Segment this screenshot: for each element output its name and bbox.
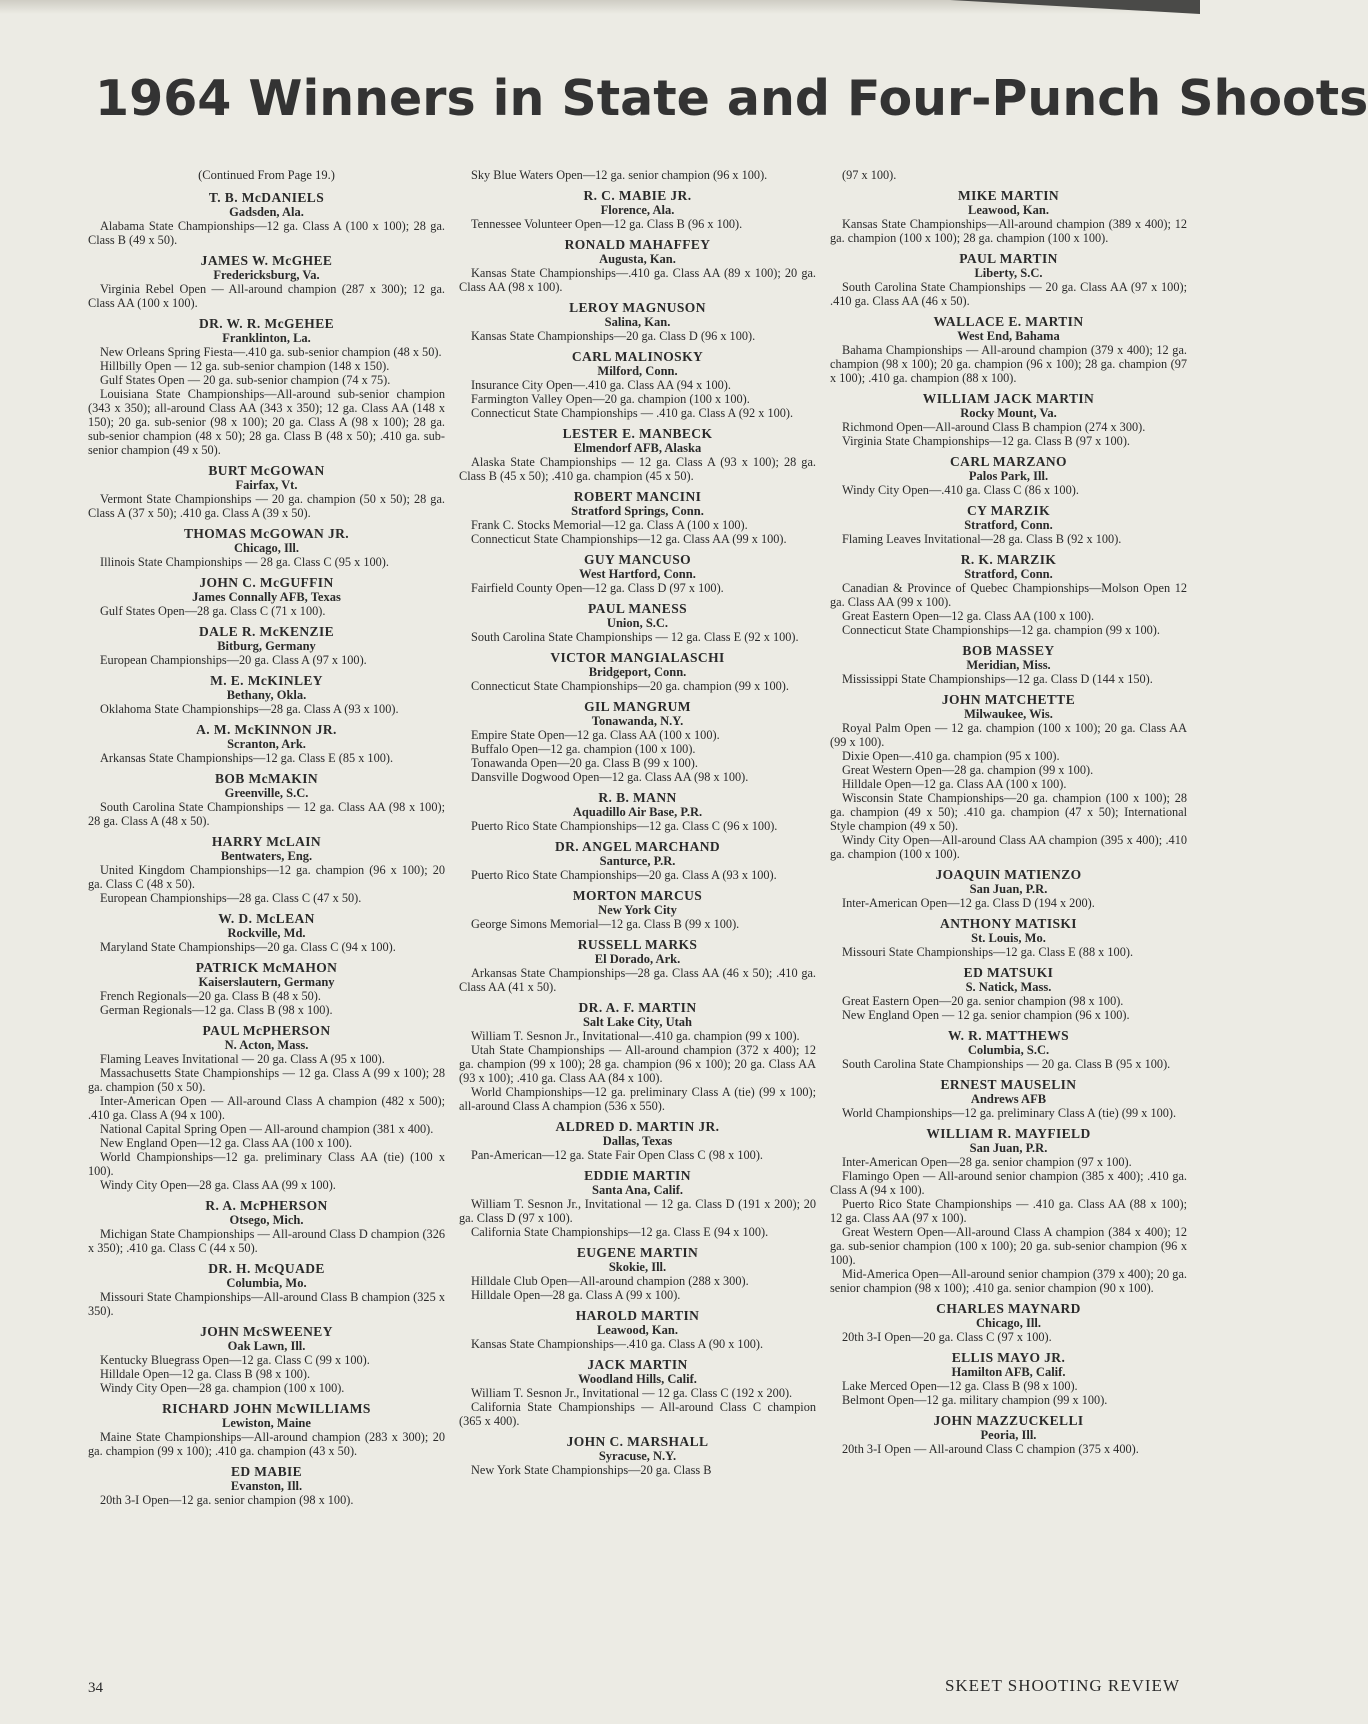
winner-name: RICHARD JOHN McWILLIAMS xyxy=(162,1401,371,1416)
result-line: Utah State Championships — All-around champion (372 x 400); 12 ga. champion (99 x 100); 28 ga. champion (96 x 100); 20 ga. Class AA (93 x 100); .410 ga. Class AA (84 x 100). xyxy=(459,1043,816,1085)
winner-entry xyxy=(88,961,445,1017)
result-line: Flaming Leaves Invitational — 20 ga. Class A (95 x 100). xyxy=(100,1052,385,1066)
result-line: Oklahoma State Championships—28 ga. Class A (93 x 100). xyxy=(100,702,399,716)
winner-location: El Dorado, Ark. xyxy=(594,952,681,966)
result-line: South Carolina State Championships — 12 ga. Class AA (98 x 100); 28 ga. Class A (48 x 50). xyxy=(88,800,445,828)
winner-entry xyxy=(88,723,445,765)
winner-name: LESTER E. MANBECK xyxy=(562,426,713,441)
result-line: Pan-American—12 ga. State Fair Open Class C (98 x 100). xyxy=(471,1148,763,1162)
winner-entry xyxy=(459,1001,816,1113)
winner-location: Bridgeport, Conn. xyxy=(588,665,687,679)
winner-location: Palos Park, Ill. xyxy=(968,469,1049,483)
winner-location: Florence, Ala. xyxy=(600,203,675,217)
winner-name: JACK MARTIN xyxy=(587,1357,688,1372)
winner-entry xyxy=(459,427,816,483)
winner-name: PAUL McPHERSON xyxy=(202,1023,331,1038)
result-line: Royal Palm Open — 12 ga. champion (100 x 100); 20 ga. Class AA (99 x 100). xyxy=(830,721,1187,749)
winner-entry xyxy=(88,625,445,667)
winner-entry xyxy=(830,868,1187,910)
winner-name: VICTOR MANGIALASCHI xyxy=(550,650,725,665)
winner-name: ROBERT MANCINI xyxy=(573,489,702,504)
result-line: Puerto Rico State Championships—20 ga. Class A (93 x 100). xyxy=(471,868,777,882)
result-line: New Orleans Spring Fiesta—.410 ga. sub-senior champion (48 x 50). xyxy=(100,345,442,359)
result-line: Windy City Open—.410 ga. Class C (86 x 100). xyxy=(842,483,1079,497)
winner-name: W. D. McLEAN xyxy=(218,911,315,926)
winner-location: Fairfax, Vt. xyxy=(235,478,298,492)
result-line: Connecticut State Championships—12 ga. champion (99 x 100). xyxy=(842,623,1160,637)
winner-entry xyxy=(88,1402,445,1458)
winner-name: BOB MASSEY xyxy=(962,643,1055,658)
result-line: Frank C. Stocks Memorial—12 ga. Class A (100 x 100). xyxy=(471,518,748,532)
result-line: Hilldale Open—28 ga. Class A (99 x 100). xyxy=(471,1288,681,1302)
result-line: French Regionals—20 ga. Class B (48 x 50). xyxy=(100,989,321,1003)
winner-name: GUY MANCUSO xyxy=(583,552,692,567)
winner-location: Skokie, Ill. xyxy=(608,1260,667,1274)
winner-location: Stratford, Conn. xyxy=(964,567,1053,581)
result-line: Gulf States Open—28 ga. Class C (71 x 100). xyxy=(100,604,326,618)
result-line: William T. Sesnon Jr., Invitational — 12 ga. Class C (192 x 200). xyxy=(471,1386,793,1400)
result-line: Kansas State Championships—20 ga. Class D (96 x 100). xyxy=(471,329,756,343)
winner-name: ED MATSUKI xyxy=(963,965,1054,980)
winner-entry xyxy=(459,238,816,294)
winner-location: Woodland Hills, Calif. xyxy=(578,1372,697,1386)
winner-entry xyxy=(830,966,1187,1022)
result-line: European Championships—28 ga. Class C (47 x 50). xyxy=(100,891,362,905)
winner-entry xyxy=(459,889,816,931)
winner-location: Gadsden, Ala. xyxy=(229,205,304,219)
winner-location: Scranton, Ark. xyxy=(227,737,306,751)
result-line: Flaming Leaves Invitational—28 ga. Class B (92 x 100). xyxy=(842,532,1122,546)
winner-name: R. B. MANN xyxy=(598,790,677,805)
winner-location: Greenville, S.C. xyxy=(224,786,309,800)
winner-location: West Hartford, Conn. xyxy=(579,567,696,581)
winner-name: ERNEST MAUSELIN xyxy=(940,1077,1077,1092)
winner-name: ED MABIE xyxy=(230,1464,303,1479)
winner-location: Chicago, Ill. xyxy=(234,541,299,555)
result-line: New England Open — 12 ga. senior champion (96 x 100). xyxy=(842,1008,1130,1022)
winner-entry xyxy=(459,1358,816,1428)
winner-location: Columbia, Mo. xyxy=(226,1276,307,1290)
result-line: Farmington Valley Open—20 ga. champion (100 x 100). xyxy=(471,392,750,406)
result-line: Mississippi State Championships—12 ga. Class D (144 x 150). xyxy=(842,672,1153,686)
result-line: Virginia State Championships—12 ga. Class B (97 x 100). xyxy=(842,434,1130,448)
winner-name: DR. ANGEL MARCHAND xyxy=(554,839,721,854)
winner-name: DALE R. McKENZIE xyxy=(198,624,335,639)
result-line: Alabama State Championships—12 ga. Class A (100 x 100); 28 ga. Class B (49 x 50). xyxy=(88,219,445,247)
result-line: Gulf States Open — 20 ga. sub-senior champion (74 x 75). xyxy=(100,373,391,387)
result-line: World Championships—12 ga. preliminary Class AA (tie) (100 x 100). xyxy=(88,1150,445,1178)
winner-name: R. K. MARZIK xyxy=(960,552,1057,567)
result-line: Hilldale Open—12 ga. Class AA (100 x 100). xyxy=(842,777,1067,791)
winner-entry xyxy=(830,693,1187,861)
winner-location: Santurce, P.R. xyxy=(599,854,676,868)
result-line: Wisconsin State Championships—20 ga. champion (100 x 100); 28 ga. champion (49 x 50); .410 ga. champion (47 x 50); International Style champion (49 x 50). xyxy=(830,791,1187,833)
winner-location: Fredericksburg, Va. xyxy=(213,268,320,282)
winner-name: JOHN McSWEENEY xyxy=(200,1324,333,1339)
winner-location: Rocky Mount, Va. xyxy=(960,406,1057,420)
result-line: Puerto Rico State Championships — .410 ga. Class AA (88 x 100); 12 ga. Class AA (97 x 100). xyxy=(830,1197,1187,1225)
column-3 xyxy=(830,168,1187,1688)
winner-entry xyxy=(830,504,1187,546)
winner-name: MORTON MARCUS xyxy=(572,888,703,903)
winner-location: Franklinton, La. xyxy=(222,331,311,345)
result-line: Connecticut State Championships—20 ga. champion (99 x 100). xyxy=(471,679,789,693)
winner-name: WALLACE E. MARTIN xyxy=(933,314,1084,329)
result-line: Connecticut State Championships—12 ga. Class AA (99 x 100). xyxy=(471,532,787,546)
winner-location: Dallas, Texas xyxy=(602,1134,673,1148)
winner-entry xyxy=(459,602,816,644)
winner-name: EDDIE MARTIN xyxy=(584,1168,691,1183)
winner-entry xyxy=(459,350,816,420)
winner-location: Milford, Conn. xyxy=(597,364,678,378)
winner-location: Leawood, Kan. xyxy=(968,203,1049,217)
result-line: Insurance City Open—.410 ga. Class AA (94 x 100). xyxy=(471,378,731,392)
result-line: Arkansas State Championships—28 ga. Class AA (46 x 50); .410 ga. Class AA (41 x 50). xyxy=(459,966,816,994)
winner-entry xyxy=(459,490,816,546)
winner-name: ELLIS MAYO JR. xyxy=(951,1350,1066,1365)
winner-entry xyxy=(830,189,1187,245)
winner-name: RUSSELL MARKS xyxy=(577,937,698,952)
winner-location: Bentwaters, Eng. xyxy=(220,849,313,863)
winner-location: Stratford, Conn. xyxy=(964,518,1053,532)
winner-entry xyxy=(459,553,816,595)
winner-entry xyxy=(830,1351,1187,1407)
winner-name: DR. W. R. McGEHEE xyxy=(198,316,335,331)
result-line: Tonawanda Open—20 ga. Class B (99 x 100). xyxy=(471,756,698,770)
winner-name: ALDRED D. MARTIN JR. xyxy=(555,1119,720,1134)
article-columns xyxy=(88,168,1188,1688)
result-line: United Kingdom Championships—12 ga. champion (96 x 100); 20 ga. Class C (48 x 50). xyxy=(88,863,445,891)
winner-name: R. C. MABIE JR. xyxy=(583,188,692,203)
winner-entry xyxy=(88,464,445,520)
winner-entry xyxy=(830,553,1187,637)
result-line: California State Championships—12 ga. Class E (94 x 100). xyxy=(471,1225,769,1239)
result-line: Hilldale Club Open—All-around champion (288 x 300). xyxy=(471,1274,749,1288)
result-line: Richmond Open—All-around Class B champion (274 x 300). xyxy=(842,420,1146,434)
winner-location: San Juan, P.R. xyxy=(969,882,1048,896)
winner-location: Salina, Kan. xyxy=(604,315,671,329)
winner-entry xyxy=(88,1199,445,1255)
winner-name: ANTHONY MATISKI xyxy=(940,916,1077,931)
winner-entry xyxy=(459,700,816,784)
result-line: Lake Merced Open—12 ga. Class B (98 x 100). xyxy=(842,1379,1078,1393)
winner-location: Lewiston, Maine xyxy=(222,1416,311,1430)
result-line: World Championships—12 ga. preliminary Class A (tie) (99 x 100); all-around Class A champion (536 x 550). xyxy=(459,1085,816,1113)
winner-name: BOB McMAKIN xyxy=(214,771,318,786)
result-line: Kansas State Championships—.410 ga. Class AA (89 x 100); 20 ga. Class AA (98 x 100). xyxy=(459,266,816,294)
result-line: Flamingo Open — All-around senior champion (385 x 400); .410 ga. Class A (94 x 100). xyxy=(830,1169,1187,1197)
result-line: Tennessee Volunteer Open—12 ga. Class B (96 x 100). xyxy=(471,217,743,231)
winner-name: JOHN C. MARSHALL xyxy=(566,1434,709,1449)
result-line: Inter-American Open—12 ga. Class D (194 x 200). xyxy=(842,896,1095,910)
winner-entry xyxy=(88,317,445,457)
winner-location: Meridian, Miss. xyxy=(966,658,1051,672)
column-1 xyxy=(88,168,445,1688)
winner-entry xyxy=(830,1078,1187,1120)
winner-name: PAUL MANESS xyxy=(587,601,688,616)
winner-location: Santa Ana, Calif. xyxy=(592,1183,683,1197)
result-line: Great Eastern Open—12 ga. Class AA (100 x 100). xyxy=(842,609,1095,623)
winner-location: Elmendorf AFB, Alaska xyxy=(573,441,702,455)
result-line: Hillbilly Open — 12 ga. sub-senior champion (148 x 150). xyxy=(100,359,390,373)
result-line: 20th 3-I Open—12 ga. senior champion (98 x 100). xyxy=(100,1493,354,1507)
winner-entry xyxy=(459,651,816,693)
winner-location: Liberty, S.C. xyxy=(974,266,1043,280)
winner-name: MIKE MARTIN xyxy=(957,188,1060,203)
winner-entry xyxy=(88,772,445,828)
winner-entry xyxy=(88,1325,445,1395)
winner-name: RONALD MAHAFFEY xyxy=(564,237,711,252)
winner-name: HAROLD MARTIN xyxy=(575,1308,700,1323)
result-line: National Capital Spring Open — All-around champion (381 x 400). xyxy=(100,1122,434,1136)
result-line: Bahama Championships — All-around champion (379 x 400); 12 ga. champion (98 x 100); 20 ga. champion (96 x 100); 28 ga. champion (97 x 100); .410 ga. champion (88 x 100). xyxy=(830,343,1187,385)
winner-location: Chicago, Ill. xyxy=(976,1316,1041,1330)
winner-entry xyxy=(459,168,816,182)
result-line: Vermont State Championships — 20 ga. champion (50 x 50); 28 ga. Class A (37 x 50); .410 ga. Class A (39 x 50). xyxy=(88,492,445,520)
winner-name: PAUL MARTIN xyxy=(959,251,1058,266)
winner-location: Andrews AFB xyxy=(970,1092,1047,1106)
winner-name: HARRY McLAIN xyxy=(211,834,322,849)
result-line: Mid-America Open—All-around senior champion (379 x 400); 20 ga. senior champion (98 x 100); .410 ga. senior champion (90 x 100). xyxy=(830,1267,1187,1295)
result-line: Great Western Open—28 ga. champion (99 x 100). xyxy=(842,763,1094,777)
winner-entry xyxy=(459,1120,816,1162)
winner-name: JAMES W. McGHEE xyxy=(200,253,333,268)
winner-entry xyxy=(830,252,1187,308)
magazine-footer: SKEET SHOOTING REVIEW xyxy=(944,1676,1180,1695)
result-line: (97 x 100). xyxy=(842,168,897,182)
winner-name: THOMAS McGOWAN JR. xyxy=(183,526,350,541)
winner-name: T. B. McDANIELS xyxy=(208,190,325,205)
winner-location: Hamilton AFB, Calif. xyxy=(951,1365,1066,1379)
winner-location: Syracuse, N.Y. xyxy=(598,1449,677,1463)
winner-location: Aquadillo Air Base, P.R. xyxy=(572,805,703,819)
winner-entry xyxy=(830,917,1187,959)
result-line: European Championships—20 ga. Class A (97 x 100). xyxy=(100,653,367,667)
result-line: Windy City Open—All-around Class AA champion (395 x 400); .410 ga. champion (100 x 100). xyxy=(830,833,1187,861)
result-line: 20th 3-I Open — All-around Class C champion (375 x 400). xyxy=(842,1442,1139,1456)
winner-location: S. Natick, Mass. xyxy=(965,980,1052,994)
winner-entry xyxy=(88,254,445,310)
winner-entry xyxy=(88,835,445,905)
winner-name: M. E. McKINLEY xyxy=(210,673,323,688)
result-line: Kansas State Championships—.410 ga. Class A (90 x 100). xyxy=(471,1337,764,1351)
winner-name: A. M. McKINNON JR. xyxy=(196,722,337,737)
winner-name: WILLIAM JACK MARTIN xyxy=(922,391,1095,406)
winner-name: LEROY MAGNUSON xyxy=(569,300,706,315)
winner-entry xyxy=(88,912,445,954)
winner-location: Rockville, Md. xyxy=(227,926,306,940)
result-line: William T. Sesnon Jr., Invitational — 12 ga. Class D (191 x 200); 20 ga. Class D (97 x 100). xyxy=(459,1197,816,1225)
winner-location: Evanston, Ill. xyxy=(230,1479,303,1493)
result-line: Maryland State Championships—20 ga. Class C (94 x 100). xyxy=(100,940,396,954)
winner-entry xyxy=(830,644,1187,686)
result-line: Empire State Open—12 ga. Class AA (100 x 100). xyxy=(471,728,720,742)
winner-entry xyxy=(830,1029,1187,1071)
winner-entry xyxy=(459,1435,816,1477)
result-line: Sky Blue Waters Open—12 ga. senior champion (96 x 100). xyxy=(471,168,768,182)
winner-name: BURT McGOWAN xyxy=(208,463,325,478)
result-line: Puerto Rico State Championships—12 ga. Class C (96 x 100). xyxy=(471,819,778,833)
winner-entry xyxy=(459,189,816,231)
winner-name: W. R. MATTHEWS xyxy=(947,1028,1070,1043)
winner-location: Milwaukee, Wis. xyxy=(964,707,1053,721)
result-line: Belmont Open—12 ga. military champion (99 x 100). xyxy=(842,1393,1108,1407)
result-line: Inter-American Open — All-around Class A champion (482 x 500); .410 ga. Class A (94 x 100). xyxy=(88,1094,445,1122)
winner-name: R. A. McPHERSON xyxy=(205,1198,328,1213)
winner-entry xyxy=(88,674,445,716)
result-line: Missouri State Championships—12 ga. Class E (88 x 100). xyxy=(842,945,1134,959)
winner-entry xyxy=(830,392,1187,448)
winner-name: JOHN MAZZUCKELLI xyxy=(933,1413,1084,1428)
winner-name: DR. A. F. MARTIN xyxy=(578,1000,697,1015)
winner-entry xyxy=(830,1127,1187,1295)
result-line: Illinois State Championships — 28 ga. Class C (95 x 100). xyxy=(100,555,389,569)
result-line: World Championships—12 ga. preliminary Class A (tie) (99 x 100). xyxy=(842,1106,1177,1120)
winner-location: Stratford Springs, Conn. xyxy=(571,504,704,518)
winner-location: San Juan, P.R. xyxy=(969,1141,1048,1155)
corner-mark xyxy=(950,0,1200,14)
column-2 xyxy=(459,168,816,1688)
result-line: Windy City Open—28 ga. champion (100 x 100). xyxy=(100,1381,345,1395)
winner-entry xyxy=(459,938,816,994)
winner-name: DR. H. McQUADE xyxy=(208,1261,325,1276)
result-line: Kentucky Bluegrass Open—12 ga. Class C (99 x 100). xyxy=(100,1353,370,1367)
winner-name: GIL MANGRUM xyxy=(584,699,691,714)
result-line: Massachusetts State Championships — 12 ga. Class A (99 x 100); 28 ga. champion (50 x 50). xyxy=(88,1066,445,1094)
winner-name: WILLIAM R. MAYFIELD xyxy=(926,1126,1091,1141)
winner-name: JOHN MATCHETTE xyxy=(941,692,1076,707)
result-line: William T. Sesnon Jr., Invitational—.410 ga. champion (99 x 100). xyxy=(471,1029,800,1043)
result-line: Virginia Rebel Open — All-around champion (287 x 300); 12 ga. Class AA (100 x 100). xyxy=(88,282,445,310)
result-line: Maine State Championships—All-around champion (283 x 300); 20 ga. champion (99 x 100); .410 ga. champion (43 x 50). xyxy=(88,1430,445,1458)
result-line: Buffalo Open—12 ga. champion (100 x 100). xyxy=(471,742,696,756)
result-line: Canadian & Province of Quebec Championships—Molson Open 12 ga. Class AA (99 x 100). xyxy=(830,581,1187,609)
result-line: Michigan State Championships — All-around Class D champion (326 x 350); .410 ga. Class C (44 x 50). xyxy=(88,1227,445,1255)
winner-location: Bitburg, Germany xyxy=(217,639,316,653)
winner-name: CY MARZIK xyxy=(967,503,1050,518)
result-line: Kansas State Championships—All-around champion (389 x 400); 12 ga. champion (100 x 100); 28 ga. champion (100 x 100). xyxy=(830,217,1187,245)
winner-location: Oak Lawn, Ill. xyxy=(227,1339,306,1353)
winner-location: Columbia, S.C. xyxy=(967,1043,1050,1057)
result-line: Dansville Dogwood Open—12 ga. Class AA (98 x 100). xyxy=(471,770,749,784)
winner-location: Tonawanda, N.Y. xyxy=(591,714,684,728)
winner-name: PATRICK McMAHON xyxy=(195,960,338,975)
result-line: Connecticut State Championships — .410 ga. Class A (92 x 100). xyxy=(471,406,794,420)
result-line: South Carolina State Championships — 20 ga. Class B (95 x 100). xyxy=(842,1057,1171,1071)
winner-entry xyxy=(459,1309,816,1351)
result-line: Great Western Open—All-around Class A champion (384 x 400); 12 ga. sub-senior champion (100 x 100); 20 ga. sub-senior champion (96 x 100). xyxy=(830,1225,1187,1267)
result-line: California State Championships — All-around Class C champion (365 x 400). xyxy=(459,1400,816,1428)
winner-entry xyxy=(459,1169,816,1239)
winner-location: Augusta, Kan. xyxy=(599,252,676,266)
winner-location: James Connally AFB, Texas xyxy=(192,590,341,604)
winner-location: West End, Bahama xyxy=(957,329,1060,343)
result-line: George Simons Memorial—12 ga. Class B (99 x 100). xyxy=(471,917,740,931)
winner-location: Kaiserslautern, Germany xyxy=(198,975,335,989)
result-line: Missouri State Championships—All-around Class B champion (325 x 350). xyxy=(88,1290,445,1318)
winner-entry xyxy=(88,191,445,247)
winner-entry xyxy=(88,1262,445,1318)
result-line: New York State Championships—20 ga. Class B xyxy=(471,1463,712,1477)
winner-name: EUGENE MARTIN xyxy=(576,1245,699,1260)
winner-location: Leawood, Kan. xyxy=(597,1323,678,1337)
winner-entry xyxy=(830,315,1187,385)
winner-location: Peoria, Ill. xyxy=(980,1428,1037,1442)
winner-entry xyxy=(88,1465,445,1507)
winner-entry xyxy=(88,527,445,569)
result-line: 20th 3-I Open—20 ga. Class C (97 x 100). xyxy=(842,1330,1052,1344)
winner-entry xyxy=(830,1414,1187,1456)
result-line: South Carolina State Championships — 12 ga. Class E (92 x 100). xyxy=(471,630,799,644)
result-line: Fairfield County Open—12 ga. Class D (97 x 100). xyxy=(471,581,724,595)
continued-note: (Continued From Page 19.) xyxy=(198,168,335,182)
winner-name: CARL MARZANO xyxy=(950,454,1067,469)
winner-name: CHARLES MAYNARD xyxy=(936,1301,1081,1316)
winner-location: Salt Lake City, Utah xyxy=(582,1015,693,1029)
winner-entry xyxy=(88,576,445,618)
winner-location: N. Acton, Mass. xyxy=(224,1038,309,1052)
result-line: Hilldale Open—12 ga. Class B (98 x 100). xyxy=(100,1367,311,1381)
page-number: 34 xyxy=(88,1680,103,1696)
result-line: Dixie Open—.410 ga. champion (95 x 100). xyxy=(842,749,1060,763)
page-title: 1964 Winners in State and Four-Punch Shoots xyxy=(95,70,1368,127)
winner-location: St. Louis, Mo. xyxy=(971,931,1046,945)
winner-name: JOAQUIN MATIENZO xyxy=(935,867,1082,882)
winner-location: Union, S.C. xyxy=(606,616,669,630)
result-line: Alaska State Championships — 12 ga. Class A (93 x 100); 28 ga. Class B (45 x 50); .410 ga. champion (45 x 50). xyxy=(459,455,816,483)
result-line: Windy City Open—28 ga. Class AA (99 x 100). xyxy=(100,1178,336,1192)
winner-entry xyxy=(459,301,816,343)
winner-name: CARL MALINOSKY xyxy=(571,349,704,364)
winner-entry xyxy=(459,840,816,882)
winner-entry xyxy=(459,791,816,833)
result-line: German Regionals—12 ga. Class B (98 x 100). xyxy=(100,1003,333,1017)
result-line: South Carolina State Championships — 20 ga. Class AA (97 x 100); .410 ga. Class AA (46 x 50). xyxy=(830,280,1187,308)
winner-entry xyxy=(459,1246,816,1302)
winner-location: Otsego, Mich. xyxy=(229,1213,304,1227)
result-line: Arkansas State Championships—12 ga. Class E (85 x 100). xyxy=(100,751,394,765)
winner-location: Bethany, Okla. xyxy=(226,688,307,702)
winner-location: New York City xyxy=(598,903,677,917)
winner-entry xyxy=(88,1024,445,1192)
winner-name: JOHN C. McGUFFIN xyxy=(199,575,334,590)
result-line: New England Open—12 ga. Class AA (100 x 100). xyxy=(100,1136,353,1150)
winner-entry xyxy=(830,455,1187,497)
result-line: Inter-American Open—28 ga. senior champion (97 x 100). xyxy=(842,1155,1132,1169)
winner-entry xyxy=(830,168,1187,182)
winner-entry xyxy=(830,1302,1187,1344)
result-line: Louisiana State Championships—All-around sub-senior champion (343 x 350); all-around Class AA (343 x 350); 12 ga. Class AA (148 x 150); 20 ga. sub-senior (98 x 100); 20 ga. Class A (98 x 100); 28 ga. sub-senior champion (48 x 50); 28 ga. Class B (48 x 50); .410 ga. sub-senior champion (49 x 50). xyxy=(88,387,445,457)
result-line: Great Eastern Open—20 ga. senior champion (98 x 100). xyxy=(842,994,1124,1008)
